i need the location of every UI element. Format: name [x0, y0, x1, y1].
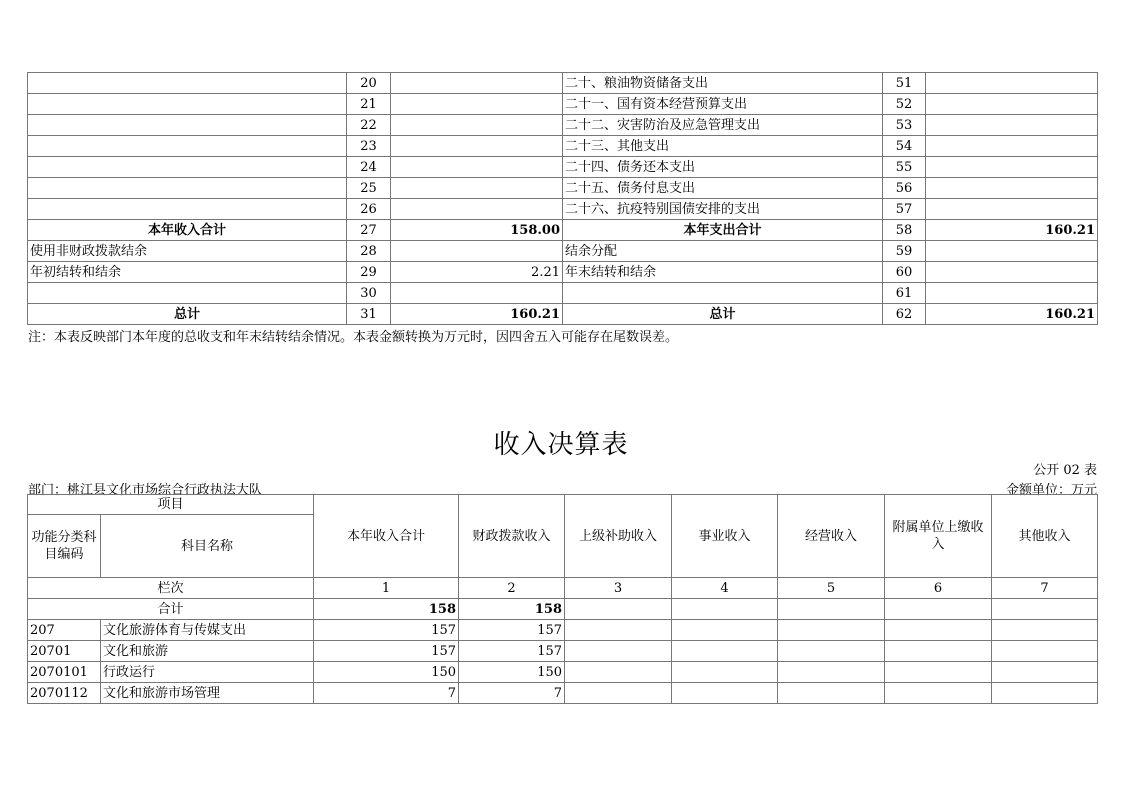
expense-amount: [926, 136, 1098, 157]
header-row-1: [28, 495, 1098, 515]
summary-row: [28, 94, 1098, 115]
subject-name: 文化旅游体育与传媒支出: [101, 620, 314, 641]
expense-amount: [926, 94, 1098, 115]
subject-code: 207: [28, 620, 101, 641]
income-item-label: [28, 115, 347, 136]
empty-cell: [885, 683, 992, 704]
income-item-label: [28, 199, 347, 220]
empty-cell: [885, 662, 992, 683]
summary-row: [28, 241, 1098, 262]
subject-code: 20701: [28, 641, 101, 662]
income-amount: [391, 178, 563, 199]
page-title: 收入决算表: [493, 430, 629, 460]
income-item-label: [28, 94, 347, 115]
header-other: 其他收入: [992, 495, 1098, 578]
income-amount: [391, 115, 563, 136]
income-item-label: 使用非财政拨款结余: [28, 241, 347, 262]
empty-cell: [885, 641, 992, 662]
fiscal-income: 157: [459, 620, 565, 641]
header-affiliated: 附属单位上缴收入: [885, 495, 992, 578]
income-row-number: 23: [347, 136, 391, 157]
header-fiscal: 财政拨款收入: [459, 495, 565, 578]
expense-amount: [926, 73, 1098, 94]
expense-amount: 160.21: [926, 220, 1098, 241]
summary-table-body: [28, 73, 1098, 325]
form-code: 公开 02 表: [1033, 463, 1097, 478]
income-item-label: 总计: [28, 304, 347, 325]
empty-cell: [778, 641, 885, 662]
empty-cell: [992, 641, 1098, 662]
expense-row-number: 55: [883, 157, 926, 178]
expense-amount: 160.21: [926, 304, 1098, 325]
expense-item-label: 二十三、其他支出: [563, 136, 883, 157]
total-row: [28, 599, 1098, 620]
empty-cell: [778, 620, 885, 641]
summary-row: [28, 115, 1098, 136]
header-business: 事业收入: [672, 495, 778, 578]
income-amount: [391, 94, 563, 115]
income-amount: [391, 241, 563, 262]
expense-amount: [926, 157, 1098, 178]
empty-cell: [565, 620, 672, 641]
income-item-label: [28, 136, 347, 157]
expense-amount: [926, 115, 1098, 136]
income-item-label: [28, 157, 347, 178]
income-row-number: 27: [347, 220, 391, 241]
empty-cell: [672, 683, 778, 704]
column-index-4: 4: [672, 578, 778, 599]
empty-cell: [992, 683, 1098, 704]
empty-cell: [565, 662, 672, 683]
empty-cell: [885, 620, 992, 641]
income-row-number: 29: [347, 262, 391, 283]
column-index-row: [28, 578, 1098, 599]
expense-item-label: 年末结转和结余: [563, 262, 883, 283]
income-row-number: 22: [347, 115, 391, 136]
income-expense-summary-table: [27, 72, 1098, 325]
header-superior: 上级补助收入: [565, 495, 672, 578]
summary-row: [28, 157, 1098, 178]
income-amount: 158.00: [391, 220, 563, 241]
summary-row: [28, 136, 1098, 157]
empty-cell: [885, 599, 992, 620]
expense-item-label: 本年支出合计: [563, 220, 883, 241]
income-row-number: 21: [347, 94, 391, 115]
expense-item-label: 二十六、抗疫特别国债安排的支出: [563, 199, 883, 220]
income-total: 7: [314, 683, 459, 704]
summary-row: [28, 220, 1098, 241]
income-total: 150: [314, 662, 459, 683]
expense-item-label: 二十五、债务付息支出: [563, 178, 883, 199]
total-fiscal: 158: [459, 599, 565, 620]
total-amount: 158: [314, 599, 459, 620]
header-total: 本年收入合计: [314, 495, 459, 578]
empty-cell: [992, 620, 1098, 641]
empty-cell: [672, 620, 778, 641]
subject-code: 2070101: [28, 662, 101, 683]
expense-amount: [926, 283, 1098, 304]
amount-unit-label: 金额单位：万元: [1005, 483, 1097, 498]
fiscal-income: 150: [459, 662, 565, 683]
expense-item-label: 结余分配: [563, 241, 883, 262]
income-table-body: [28, 620, 1098, 704]
income-item-label: [28, 73, 347, 94]
empty-cell: [672, 662, 778, 683]
income-total: 157: [314, 620, 459, 641]
income-item-label: [28, 178, 347, 199]
empty-cell: [778, 599, 885, 620]
column-index-label: 栏次: [28, 578, 314, 599]
expense-row-number: 52: [883, 94, 926, 115]
empty-cell: [565, 599, 672, 620]
summary-row: [28, 199, 1098, 220]
header-operating: 经营收入: [778, 495, 885, 578]
income-total: 157: [314, 641, 459, 662]
summary-row: [28, 178, 1098, 199]
income-amount: 2.21: [391, 262, 563, 283]
fiscal-income: 7: [459, 683, 565, 704]
expense-row-number: 58: [883, 220, 926, 241]
column-index-7: 7: [992, 578, 1098, 599]
income-row-number: 24: [347, 157, 391, 178]
empty-cell: [992, 662, 1098, 683]
summary-row: [28, 73, 1098, 94]
income-amount: [391, 136, 563, 157]
header-item: 项目: [28, 495, 314, 515]
header-name: 科目名称: [101, 515, 314, 578]
expense-item-label: 二十四、债务还本支出: [563, 157, 883, 178]
income-item-label: 本年收入合计: [28, 220, 347, 241]
income-amount: 160.21: [391, 304, 563, 325]
income-amount: [391, 73, 563, 94]
income-item-label: [28, 283, 347, 304]
expense-amount: [926, 241, 1098, 262]
income-row-number: 28: [347, 241, 391, 262]
expense-amount: [926, 178, 1098, 199]
expense-item-label: 二十二、灾害防治及应急管理支出: [563, 115, 883, 136]
expense-amount: [926, 199, 1098, 220]
expense-row-number: 53: [883, 115, 926, 136]
fiscal-income: 157: [459, 641, 565, 662]
table-row: [28, 683, 1098, 704]
income-row-number: 30: [347, 283, 391, 304]
income-amount: [391, 199, 563, 220]
column-index-5: 5: [778, 578, 885, 599]
empty-cell: [778, 662, 885, 683]
expense-row-number: 56: [883, 178, 926, 199]
expense-item-label: 二十、粮油物资储备支出: [563, 73, 883, 94]
empty-cell: [672, 641, 778, 662]
empty-cell: [778, 683, 885, 704]
table-row: [28, 641, 1098, 662]
expense-row-number: 54: [883, 136, 926, 157]
department-label: 部门：桃江县文化市场综合行政执法大队: [28, 483, 263, 498]
expense-row-number: 51: [883, 73, 926, 94]
income-final-accounts-table: [27, 494, 1098, 704]
summary-row: [28, 262, 1098, 283]
income-item-label: 年初结转和结余: [28, 262, 347, 283]
empty-cell: [992, 599, 1098, 620]
empty-cell: [672, 599, 778, 620]
expense-row-number: 62: [883, 304, 926, 325]
expense-item-label: 总计: [563, 304, 883, 325]
income-row-number: 31: [347, 304, 391, 325]
expense-row-number: 60: [883, 262, 926, 283]
expense-item-label: 二十一、国有资本经营预算支出: [563, 94, 883, 115]
income-amount: [391, 283, 563, 304]
total-label: 合计: [28, 599, 314, 620]
expense-row-number: 59: [883, 241, 926, 262]
column-index-2: 2: [459, 578, 565, 599]
subject-name: 行政运行: [101, 662, 314, 683]
table-row: [28, 620, 1098, 641]
income-amount: [391, 157, 563, 178]
table-note: 注：本表反映部门本年度的总收支和年末结转结余情况。本表金额转换为万元时，因四舍五入可能存在尾数误差。: [28, 330, 679, 345]
expense-item-label: [563, 283, 883, 304]
table-row: [28, 662, 1098, 683]
summary-row: [28, 283, 1098, 304]
expense-amount: [926, 262, 1098, 283]
subject-code: 2070112: [28, 683, 101, 704]
income-row-number: 20: [347, 73, 391, 94]
column-index-1: 1: [314, 578, 459, 599]
header-code: 功能分类科目编码: [28, 515, 101, 578]
income-row-number: 26: [347, 199, 391, 220]
column-index-6: 6: [885, 578, 992, 599]
column-index-3: 3: [565, 578, 672, 599]
summary-row: [28, 304, 1098, 325]
expense-row-number: 61: [883, 283, 926, 304]
expense-row-number: 57: [883, 199, 926, 220]
income-row-number: 25: [347, 178, 391, 199]
subject-name: 文化和旅游: [101, 641, 314, 662]
empty-cell: [565, 641, 672, 662]
subject-name: 文化和旅游市场管理: [101, 683, 314, 704]
empty-cell: [565, 683, 672, 704]
